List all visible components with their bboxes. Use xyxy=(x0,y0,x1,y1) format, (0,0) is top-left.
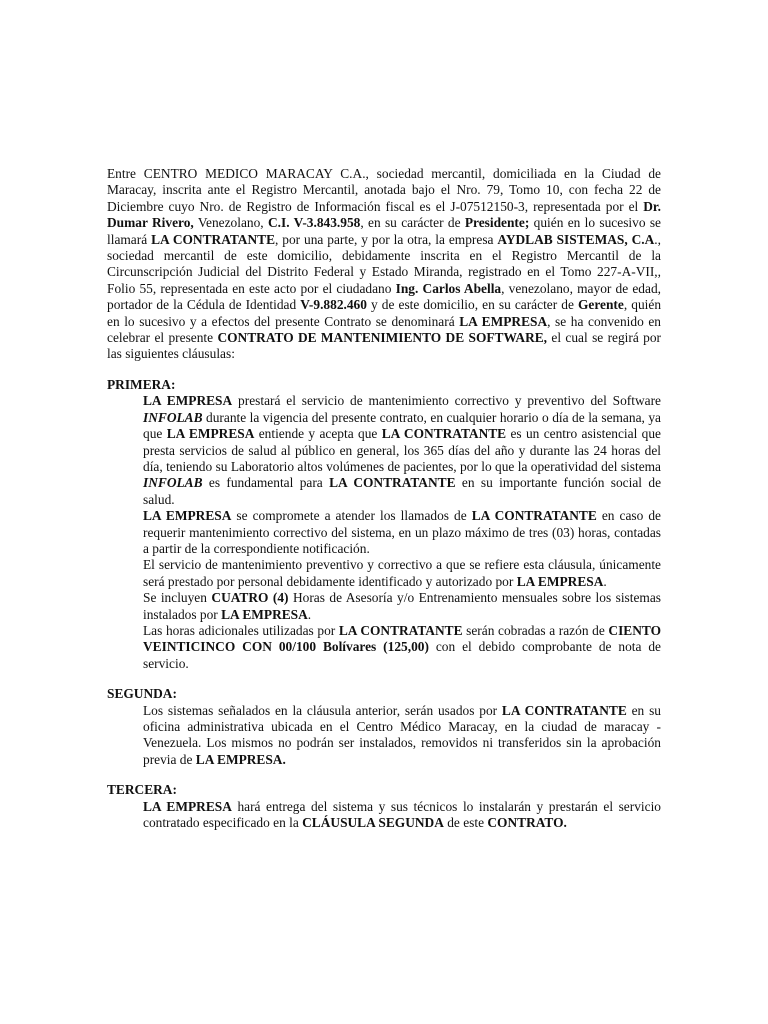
text-run: ., sociedad mercantil de este domicilio, debidamente inscrita en el Registro Mercantil de la Circunscripción Judicial del Distrito Federal y Estado Miranda, registrado en el Tomo 227-A-VII,, Folio 55, representada en este acto por el ciudadano xyxy=(107,231,661,296)
clause-body xyxy=(143,799,661,832)
bold-text: LA CONTRATANTE xyxy=(151,231,276,247)
bold-text: Dr. Dumar Rivero, xyxy=(107,198,661,231)
clause-title: TERCERA: xyxy=(107,782,177,798)
text-run: con el debido comprobante de nota de servicio. xyxy=(143,639,661,671)
text-run: es fundamental para xyxy=(202,475,330,491)
clause-paragraph xyxy=(143,508,661,557)
text-run: de este xyxy=(443,815,488,831)
bold-text: Gerente xyxy=(577,297,624,313)
clause-primera xyxy=(107,377,661,672)
clause-paragraph xyxy=(143,799,661,832)
bold-text: LA CONTRATANTE xyxy=(471,508,597,524)
text-run: durante la vigencia del presente contrato, en cualquier horario o día de la semana, ya que xyxy=(143,409,661,442)
text-run: y de este domicilio, en su carácter de xyxy=(366,297,578,313)
bold-text: LA EMPRESA xyxy=(143,798,232,814)
clause-title: PRIMERA: xyxy=(107,376,176,392)
emphasis-text: INFOLAB xyxy=(143,475,203,491)
bold-text: LA CONTRATANTE xyxy=(501,702,627,718)
text-run: quién en lo sucesivo se llamará xyxy=(107,215,661,247)
bold-text: LA EMPRESA xyxy=(143,508,232,524)
clause-title: SEGUNDA: xyxy=(107,686,177,702)
bold-text: Presidente; xyxy=(464,215,530,231)
bold-text: CONTRATO DE MANTENIMIENTO DE SOFTWARE, xyxy=(217,330,548,346)
clause-paragraph xyxy=(143,623,661,672)
text-run: serán cobradas a razón de xyxy=(462,622,609,638)
bold-text: LA CONTRATANTE xyxy=(381,426,507,442)
text-run: se compromete a atender los llamados de xyxy=(231,508,472,524)
clause-paragraph xyxy=(143,393,661,508)
text-run: , venezolano, mayor de edad, portador de la Cédula de Identidad xyxy=(107,280,661,313)
emphasis-text: INFOLAB xyxy=(143,409,203,425)
text-run: , se ha convenido en celebrar el presente xyxy=(107,313,661,346)
bold-text: Ing. Carlos Abella xyxy=(395,280,502,296)
bold-run xyxy=(143,475,203,490)
clause-body xyxy=(143,393,661,672)
text-run: Se incluyen xyxy=(143,590,212,606)
bold-text: CLÁUSULA SEGUNDA xyxy=(302,815,444,831)
text-run: hará entrega del sistema y sus técnicos lo instalarán y prestarán el servicio contratado especificado en la xyxy=(143,798,661,831)
clause-body xyxy=(143,703,661,769)
clause-segunda xyxy=(107,686,661,768)
bold-text: V-9.882.460 xyxy=(300,297,367,313)
bold-text: AYDLAB SISTEMAS, C.A xyxy=(497,231,655,247)
bold-text: LA EMPRESA xyxy=(143,393,233,409)
bold-run xyxy=(143,410,203,425)
bold-text: LA CONTRATANTE xyxy=(329,475,456,491)
bold-text: LA EMPRESA xyxy=(221,606,308,622)
text-run: en su oficina administrativa ubicada en el Centro Médico Maracay, en la ciudad de maracay - Venezuela. Los mismos no podrán ser instalados, removidos ni transferidos sin la aprobación previa de xyxy=(143,702,661,767)
clause-paragraph xyxy=(143,703,661,769)
intro-paragraph xyxy=(107,166,661,363)
text-run: Venezolano, xyxy=(193,215,268,231)
bold-text: CIENTO VEINTICINCO CON 00/100 Bolívares (125,00) xyxy=(143,622,661,655)
bold-text: LA EMPRESA xyxy=(516,573,604,589)
text-run: , quién en lo sucesivo y a efectos del presente Contrato se denominará xyxy=(107,297,662,329)
text-run: prestará el servicio de mantenimiento correctivo y preventivo del Software xyxy=(232,393,661,409)
contract-document xyxy=(107,166,661,831)
text-run: Los sistemas señalados en la cláusula anterior, serán usados por xyxy=(143,702,502,718)
clause-paragraph xyxy=(143,557,661,590)
text-run: en su importante función social de salud. xyxy=(143,475,662,507)
text-run: es un centro asistencial que presta servicios de salud al público en general, los 365 días del año y durante las 24 horas del día, teniendo su Laboratorio altos volúmenes de pacientes, por lo que la operatividad del sistema xyxy=(143,426,661,474)
bold-text: C.I. V-3.843.958 xyxy=(267,215,361,231)
text-run: Entre CENTRO MEDICO MARACAY C.A., sociedad mercantil, domiciliada en la Ciudad de Maracay, inscrita ante el Registro Mercantil, anotada bajo el Nro. 79, Tomo 10, con fecha 22 de Diciembre cuyo Nro. de Registro de Información fiscal es el J-07512150-3, representada por el xyxy=(107,166,661,214)
bold-text: LA CONTRATANTE xyxy=(338,622,463,638)
text-run: el cual se regirá por las siguientes cláusulas: xyxy=(107,330,662,362)
bold-text: CONTRATO. xyxy=(487,815,567,831)
text-run: entiende y acepta que xyxy=(254,426,382,442)
text-run: Horas de Asesoría y/o Entrenamiento mensuales sobre los sistemas instalados por xyxy=(143,590,662,622)
bold-text: CUATRO (4) xyxy=(211,590,289,606)
clause-paragraph xyxy=(143,590,661,623)
text-run: en caso de requerir mantenimiento correctivo del sistema, en un plazo máximo de tres (03) horas, contadas a partir de la correspondiente notificación. xyxy=(143,508,661,556)
text-run: El servicio de mantenimiento preventivo y correctivo a que se refiere esta cláusula, únicamente será prestado por personal debidamente identificado y autorizado por xyxy=(143,557,661,589)
clause-tercera xyxy=(107,782,661,831)
text-run: . xyxy=(307,606,312,622)
text-run: . xyxy=(603,573,607,589)
text-run: , por una parte, y por la otra, la empresa xyxy=(275,231,498,247)
bold-text: LA EMPRESA. xyxy=(195,751,286,767)
bold-text: LA EMPRESA xyxy=(166,426,255,442)
text-run: , en su carácter de xyxy=(360,215,465,231)
bold-text: LA EMPRESA xyxy=(459,313,548,329)
text-run: Las horas adicionales utilizadas por xyxy=(143,622,339,638)
